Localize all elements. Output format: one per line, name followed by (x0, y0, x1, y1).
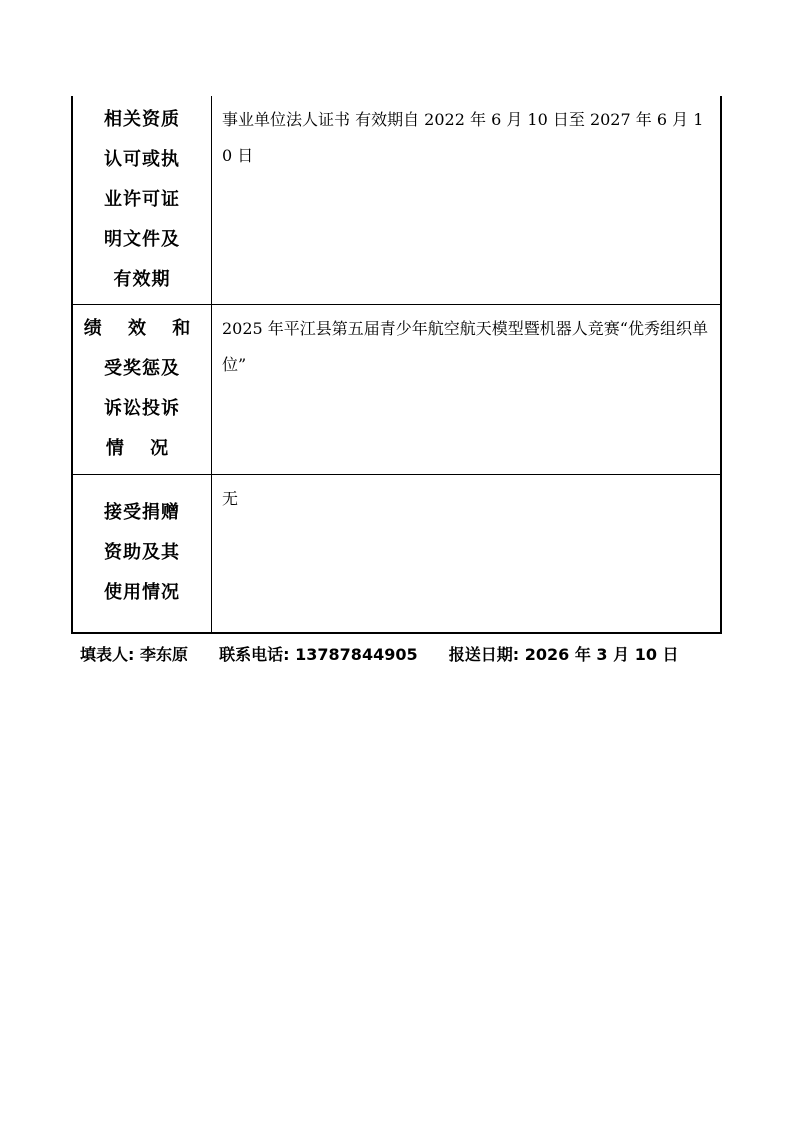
filler-label: 填表人: (80, 645, 135, 664)
row-content-qualification (212, 96, 722, 304)
table-row-performance (72, 304, 721, 474)
qualification-text: 事业单位法人证书 有效期自 2022 年 6 月 10 日至 2027 年 6 月 10 日 (222, 110, 704, 165)
phone-number: 13787844905 (295, 645, 418, 664)
label-line: 使用情况 (104, 582, 180, 604)
phone-label: 联系电话: (219, 645, 290, 664)
row-label-qualification (72, 96, 212, 304)
date-label: 报送日期: (448, 645, 520, 664)
donation-text: 无 (222, 488, 239, 508)
label-line: 受奖惩及 (104, 358, 180, 379)
row-label-donation (72, 474, 212, 633)
table-row-donation (72, 474, 721, 633)
label-line: 接受捐赠 (104, 502, 180, 524)
form-footer (80, 642, 679, 665)
label-line: 有效期 (113, 268, 171, 290)
label-line: 绩 效 和 (83, 318, 201, 339)
label-line: 资助及其 (104, 542, 180, 564)
label-line: 认可或执 (104, 148, 180, 170)
label-line: 情 况 (105, 438, 179, 459)
label-line: 相关资质 (104, 108, 180, 130)
label-line: 明文件及 (104, 228, 180, 250)
label-line: 业许可证 (104, 188, 180, 210)
row-content-donation (212, 474, 722, 633)
filler-name: 李东原 (139, 645, 188, 664)
submit-date: 2026 年 3 月 10 日 (524, 645, 679, 664)
row-label-performance (72, 304, 212, 474)
row-content-performance (212, 304, 722, 474)
performance-text: 2025 年平江县第五届青少年航空航天模型暨机器人竞赛“优秀组织单位” (222, 318, 708, 374)
label-line: 诉讼投诉 (104, 398, 180, 419)
table-row-qualification (72, 96, 721, 304)
info-table (71, 96, 722, 634)
